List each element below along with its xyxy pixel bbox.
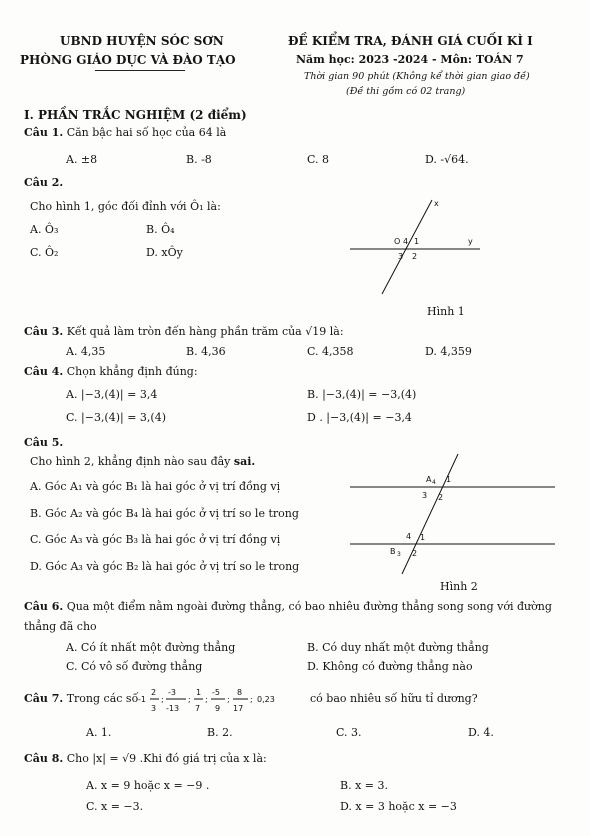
header-underline — [95, 70, 185, 71]
figure-1-caption: Hình 1 — [427, 305, 465, 318]
number-2-denominator: -13 — [166, 704, 180, 713]
option-c[interactable]: C. Có vô số đường thẳng — [66, 660, 203, 673]
option-d[interactable]: D. 4,359 — [425, 345, 472, 358]
question-text-emphasis: sai. — [233, 455, 256, 468]
question-8 — [24, 752, 267, 765]
option-b[interactable]: B. -8 — [186, 153, 212, 166]
header-agency: UBND HUYỆN SÓC SƠN — [60, 34, 224, 48]
option-a[interactable]: A. Góc A₁ và góc B₁ là hai góc ở vị trí đồng vị — [30, 480, 281, 493]
point-label-b: B — [390, 547, 396, 556]
point-label-o: O — [394, 237, 401, 246]
exam-title: ĐỀ KIỂM TRA, ĐÁNH GIÁ CUỐI KÌ I — [288, 34, 533, 48]
figure-2-caption: Hình 2 — [440, 580, 478, 593]
option-a[interactable]: A. Có ít nhất một đường thẳng — [66, 641, 236, 654]
question-text: Kết quả làm tròn đến hàng phần trăm của √19 là: — [66, 325, 344, 338]
option-b[interactable]: B. Ô₄ — [146, 223, 175, 236]
svg-text:;: ; — [188, 695, 191, 704]
option-d[interactable]: D. xÔy — [146, 246, 183, 259]
angle-label-1: 1 — [414, 237, 420, 246]
option-b[interactable]: B. |−3,(4)| = −3,(4) — [307, 388, 417, 401]
number-5-numerator: 8 — [237, 688, 243, 697]
question-text-prefix: Cho hình 2, khẳng định nào sau đây — [30, 455, 231, 468]
option-a[interactable]: A. |−3,(4)| = 3,4 — [66, 388, 158, 401]
question-label: Câu 3. — [24, 325, 64, 338]
ray-label-x: x — [434, 199, 439, 208]
angle-label-b1: 1 — [420, 533, 426, 542]
option-c[interactable]: C. 3. — [336, 726, 362, 739]
angle-label-3: 3 — [398, 252, 404, 261]
question-label: Câu 2. — [24, 176, 64, 189]
question-label: Câu 1. — [24, 126, 64, 139]
header-department: PHÒNG GIÁO DỤC VÀ ĐÀO TẠO — [20, 53, 236, 67]
number-3-numerator: 1 — [196, 688, 202, 697]
exam-year-subject: Năm học: 2023 -2024 - Môn: TOÁN 7 — [296, 53, 524, 66]
option-d[interactable]: D . |−3,(4)| = −3,4 — [307, 411, 412, 424]
option-d[interactable]: D. Góc A₃ và góc B₂ là hai góc ở vị trí so le trong — [30, 560, 300, 573]
question-label: Câu 7. — [24, 692, 64, 705]
number-1-numerator: 2 — [151, 688, 157, 697]
angle-label-a2: 2 — [438, 493, 444, 502]
question-text-suffix: có bao nhiêu số hữu tỉ dương? — [310, 692, 478, 705]
question-3 — [24, 325, 344, 338]
option-d[interactable]: D. x = 3 hoặc x = −3 — [340, 800, 457, 813]
option-a[interactable]: A. Ô₃ — [30, 223, 59, 236]
number-4-denominator: 9 — [215, 704, 221, 713]
option-a[interactable]: A. 1. — [86, 726, 112, 739]
number-6: 0,23 — [257, 695, 275, 704]
question-text-line2: thẳng đã cho — [24, 620, 97, 633]
angle-label-a3: 3 — [422, 491, 428, 500]
svg-text:;: ; — [227, 695, 230, 704]
question-6 — [24, 600, 552, 613]
section-title: I. PHẦN TRẮC NGHIỆM (2 điểm) — [24, 108, 247, 122]
option-a[interactable]: A. 4,35 — [66, 345, 106, 358]
figure-2 — [350, 452, 555, 577]
number-4-numerator: -5 — [212, 688, 220, 697]
option-a[interactable]: A. x = 9 hoặc x = −9 . — [86, 779, 210, 792]
angle-label-b3: 3 — [397, 551, 401, 558]
option-c[interactable]: C. Ô₂ — [30, 246, 59, 259]
option-c[interactable]: C. Góc A₃ và góc B₃ là hai góc ở vị trí đồng vị — [30, 533, 281, 546]
question-label: Câu 5. — [24, 436, 64, 449]
question-text: Căn bậc hai số học của 64 là — [66, 126, 227, 139]
option-c[interactable]: C. 4,358 — [307, 345, 354, 358]
option-b[interactable]: B. Có duy nhất một đường thẳng — [307, 641, 489, 654]
question-text-line1: Qua một điểm nằm ngoài đường thẳng, có bao nhiêu đường thẳng song song với đường — [66, 600, 552, 613]
angle-label-2: 2 — [412, 252, 418, 261]
figure-1 — [350, 192, 480, 302]
question-7 — [24, 692, 138, 705]
number-2-numerator: -3 — [168, 688, 176, 697]
angle-label-a4: 4 — [432, 479, 436, 486]
question-label: Câu 6. — [24, 600, 64, 613]
option-b[interactable]: B. 4,36 — [186, 345, 226, 358]
line-transversal — [402, 454, 458, 574]
question-text: Cho |x| = √9 .Khi đó giá trị của x là: — [66, 752, 267, 765]
option-d[interactable]: D. Không có đường thẳng nào — [307, 660, 473, 673]
question-label: Câu 8. — [24, 752, 64, 765]
svg-text:;: ; — [205, 695, 208, 704]
question-text: Chọn khẳng định đúng: — [66, 365, 198, 378]
line-slanted — [382, 200, 432, 294]
number-5-denominator: 17 — [233, 704, 244, 713]
exam-duration: Thời gian 90 phút (Không kể thời gian giao đề) — [304, 71, 530, 82]
question-text — [30, 455, 255, 468]
number-3-denominator: 7 — [195, 704, 201, 713]
option-d[interactable]: D. -√64. — [425, 153, 469, 166]
question-text-prefix: Trong các số — [66, 692, 139, 705]
svg-text:;: ; — [161, 695, 164, 704]
svg-text:;: ; — [250, 695, 253, 704]
ray-label-y: y — [468, 237, 473, 246]
number-1-denominator: 3 — [151, 704, 157, 713]
question-4 — [24, 365, 198, 378]
option-d[interactable]: D. 4. — [468, 726, 494, 739]
option-b[interactable]: B. x = 3. — [340, 779, 388, 792]
angle-label-a1: 1 — [446, 475, 452, 484]
question-label: Câu 4. — [24, 365, 64, 378]
number-1-integer: -1 — [138, 695, 146, 704]
exam-pages: (Đề thi gồm có 02 trang) — [346, 86, 466, 97]
point-label-a: A — [426, 475, 432, 484]
option-c[interactable]: C. 8 — [307, 153, 330, 166]
angle-label-b4: 4 — [406, 532, 412, 541]
rational-number-list — [138, 680, 308, 718]
question-text: Cho hình 1, góc đối đỉnh với Ô₁ là: — [30, 200, 221, 213]
option-c[interactable]: C. x = −3. — [86, 800, 144, 813]
option-c[interactable]: C. |−3,(4)| = 3,(4) — [66, 411, 167, 424]
option-b[interactable]: B. 2. — [207, 726, 233, 739]
question-1 — [24, 126, 226, 139]
angle-label-4: 4 — [403, 237, 409, 246]
option-b[interactable]: B. Góc A₂ và góc B₄ là hai góc ở vị trí so le trong — [30, 507, 299, 520]
option-a[interactable]: A. ±8 — [66, 153, 98, 166]
angle-label-b2: 2 — [412, 549, 418, 558]
